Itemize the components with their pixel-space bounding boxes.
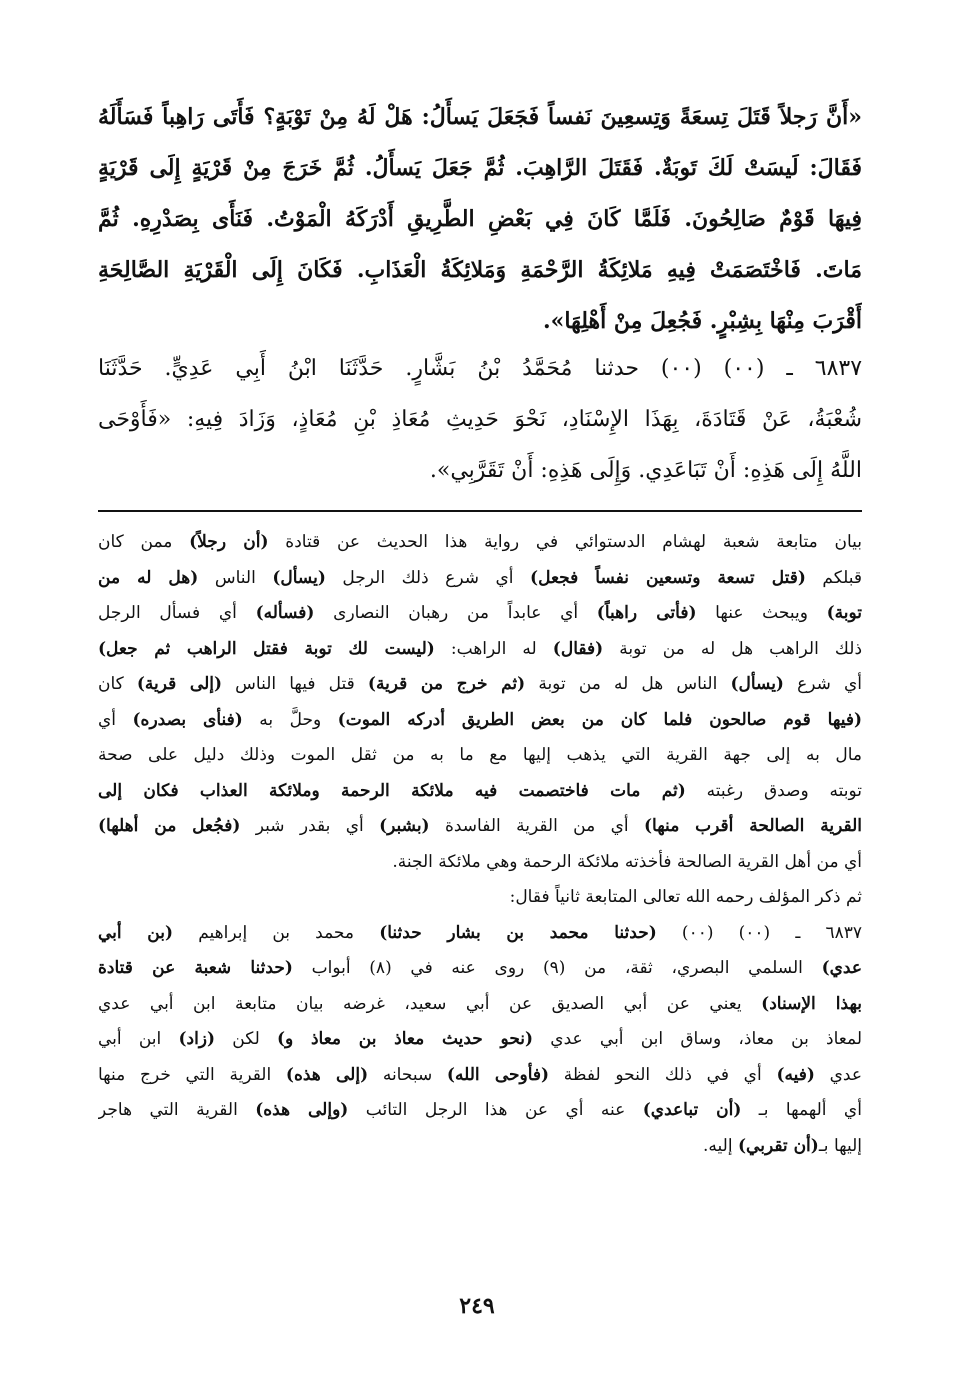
- quoted-phrase: (يسأل): [272, 567, 326, 588]
- commentary-line: [98, 845, 862, 881]
- commentary-line: [98, 809, 862, 845]
- quoted-phrase: (قتل تسعة وتسعين نفساً فجعل): [530, 567, 806, 588]
- commentary-phrase: قبلكم: [805, 567, 862, 588]
- commentary-line: [98, 525, 862, 561]
- quoted-phrase: (وإلى هذه): [255, 1100, 349, 1120]
- commentary-line: [98, 596, 862, 632]
- quoted-phrase: القرية الصالحة أقرب منها): [644, 816, 862, 836]
- quoted-phrase: (هل له من: [98, 567, 199, 588]
- commentary-phrase: قتل فيها الناس: [222, 674, 368, 694]
- commentary-phrase: ممن كان: [98, 532, 190, 552]
- quoted-phrase: (ثم مات فاختصمت فيه ملائكة الرحمة وملائكة العذاب فكان إلى: [98, 780, 686, 801]
- commentary-phrase: القرية التي خرج منها: [98, 1064, 286, 1085]
- quoted-phrase: (حدثنا محمد بن بشار حدثنا): [379, 922, 657, 943]
- commentary-line: [98, 987, 862, 1023]
- quoted-phrase: (أن تباعدي): [642, 1100, 742, 1120]
- quoted-phrase: (فيه): [776, 1064, 815, 1085]
- commentary-phrase: ٦٨٣٧ ـ (٠٠) (٠٠): [656, 922, 862, 943]
- commentary-line: [98, 880, 862, 916]
- commentary-phrase: توبته وصدق رغبته: [685, 780, 862, 801]
- commentary-line: [98, 774, 862, 810]
- commentary-line: [98, 951, 862, 987]
- commentary-phrase: الناس: [198, 567, 273, 588]
- commentary-phrase: عنه أي عن هذا الرجل التائب: [348, 1100, 643, 1120]
- commentary-phrase: أي شرع ذلك الرجل: [325, 567, 531, 588]
- quoted-phrase: (نحو حديث معاذ بن معاذ و): [277, 1029, 534, 1049]
- quoted-phrase: (فقال): [552, 638, 604, 659]
- commentary-phrase: ابن أبي: [98, 1029, 179, 1049]
- commentary-phrase: أي بقدر شبر: [240, 816, 380, 836]
- commentary-phrase: السلمي البصري، ثقة، من (٩) روى عنه في (٨) أبواب: [292, 958, 822, 978]
- commentary-phrase: أي فسأل الرجل: [98, 603, 256, 623]
- commentary-phrase: يعني عن أبي الصديق عن أبي سعيد، غرضه بيان متابعة ابن أبي عدي: [98, 993, 762, 1014]
- commentary-phrase: سبحانه: [368, 1064, 447, 1085]
- commentary-phrase: أي عابداً من رهبان النصارى: [314, 603, 597, 623]
- isnad-text: [98, 343, 862, 496]
- commentary-phrase: لمعاذ بن معاذ، وساق ابن أبي عدي: [533, 1029, 862, 1049]
- quoted-phrase: (فنأى بصدره): [132, 709, 243, 730]
- commentary-phrase: ويبحث عنها: [696, 603, 827, 623]
- isnad-line: شُعْبَةُ، عَنْ قَتَادَةَ، بِهَذَا الإِسْنَادِ، نَحْوَ حَدِيثِ مُعَاذِ بْنِ مُعَاذٍ، وَزَادَ فِيهِ: «فَأَوْحَى: [98, 407, 862, 432]
- hadith-line: أَقْرَبَ مِنْهَا بِشِبْرٍ. فَجُعِلَ مِنْ أَهْلِهَا».: [543, 308, 862, 334]
- commentary-phrase: أي شرع: [783, 674, 862, 694]
- commentary-phrase: القرية التي هاجر: [98, 1100, 256, 1120]
- quoted-phrase: (فأتى راهباً): [596, 603, 697, 623]
- commentary-line: [98, 632, 862, 668]
- page-number: ٢٤٩: [459, 1293, 495, 1319]
- commentary-phrase: ذلك الراهب هل له من توبة: [603, 638, 862, 659]
- hadith-line: «أَنَّ رَجلاً قَتَلَ تِسعَةً وَتِسعِينَ نَفساً فَجَعَلَ يَسأَلُ: هَلْ لَهُ مِنْ تَوْبَةٍ؟ فَأَتَى رَاهِباً فَسَأَلَهُ: [98, 104, 862, 130]
- commentary-phrase: أي من أهل القرية الصالحة فأخذته ملائكة الرحمة وهي ملائكة الجنة.: [392, 851, 862, 872]
- quoted-phrase: بهذا الإسناد): [761, 993, 862, 1014]
- commentary-phrase: ثم ذكر المؤلف رحمه الله تعالى المتابعة ثانياً فقال:: [509, 887, 862, 907]
- quoted-phrase: (أن تقربي): [738, 1135, 819, 1156]
- commentary-phrase: بيان متابعة شعبة لهشام الدستوائي في رواية هذا الحديث عن قتادة: [268, 532, 862, 552]
- isnad-line: اللَّهُ إِلَى هَذِهِ: أَنْ تَبَاعَدِي. وَإِلَى هَذِهِ: أَنْ تَقَرَّبِي».: [429, 458, 862, 483]
- commentary-phrase: وحلَّ به: [242, 709, 338, 730]
- quoted-phrase: (ثم خرج من قرية): [367, 674, 526, 694]
- footnote-separator: [98, 510, 862, 512]
- quoted-phrase: (بن أبي: [98, 922, 174, 943]
- commentary-text: [98, 525, 862, 1164]
- commentary-phrase: إليها بـ: [818, 1135, 862, 1156]
- commentary-line: [98, 1129, 862, 1165]
- commentary-line: [98, 561, 862, 597]
- quoted-phrase: (فجُعل من أهلها): [98, 816, 241, 836]
- commentary-phrase: أي: [98, 709, 133, 730]
- commentary-phrase: أي في ذلك النحو لفظة: [549, 1064, 777, 1085]
- commentary-line: [98, 667, 862, 703]
- commentary-phrase: أي من القرية الفاسدة: [429, 816, 644, 836]
- commentary-phrase: أي ألهمها بـ: [741, 1100, 862, 1120]
- commentary-line: [98, 916, 862, 952]
- hadith-text: [98, 92, 862, 347]
- commentary-phrase: مال به إلى جهة القرية التي يذهب إليها مع ما به من ثقل الموت وذلك دليل على صحة: [98, 745, 862, 765]
- quoted-phrase: (إلى هذه): [285, 1064, 369, 1085]
- quoted-phrase: (ليست لك توبة فقتل الراهب ثم جعل): [98, 638, 435, 659]
- commentary-phrase: محمد بن إبراهيم: [173, 922, 380, 943]
- isnad-line: ٦٨٣٧ ـ (٠٠) (٠٠) حدثنا مُحَمَّدُ بْنُ بَشَّارٍ. حَدَّثَنَا ابْنُ أَبِي عَدِيٍّ. حَدَّثَنَا: [98, 356, 862, 381]
- commentary-line: [98, 1093, 862, 1129]
- commentary-line: [98, 1022, 862, 1058]
- quoted-phrase: (بشبر): [379, 816, 430, 836]
- quoted-phrase: (فسأله): [255, 603, 315, 623]
- hadith-line: فَقَالَ: لَيسَتْ لَكَ تَوبَةٌ. فَقَتَلَ الرَّاهِبَ. ثُمَّ جَعَلَ يَسأَلُ. ثُمَّ خَرَجَ مِنْ قَرْيَةٍ إِلَى قَرْيَةٍ: [98, 155, 862, 181]
- quoted-phrase: توبة): [826, 603, 862, 623]
- commentary-phrase: عدي: [814, 1064, 862, 1085]
- commentary-phrase: إليه.: [703, 1135, 738, 1156]
- hadith-line: فِيهَا قَوْمٌ صَالِحُونَ. فَلَمَّا كَانَ فِي بَعْضِ الطَّرِيقِ أَدْرَكَهُ الْمَوْتُ. فَنَأَى بِصَدْرِهِ. ثُمَّ: [98, 206, 862, 232]
- quoted-phrase: (يسأل): [730, 674, 784, 694]
- commentary-phrase: له الراهب:: [434, 638, 553, 659]
- commentary-phrase: الناس هل له من توبة: [525, 674, 731, 694]
- quoted-phrase: (فأوحى الله): [446, 1064, 550, 1085]
- commentary-line: [98, 703, 862, 739]
- quoted-phrase: (فيها قوم صالحون فلما كان من بعض الطريق أدركه الموت): [337, 709, 862, 730]
- quoted-phrase: (زاد): [178, 1029, 216, 1049]
- hadith-line: مَاتَ. فَاخْتَصَمَتْ فِيهِ مَلائِكَةُ الرَّحْمَةِ وَمَلائِكَةُ الْعَذَابِ. فَكَانَ إِلَى الْقَرْيَةِ الصَّالِحَةِ: [98, 257, 862, 283]
- quoted-phrase: عدي): [821, 958, 862, 978]
- quoted-phrase: (حدثنا شعبة عن قتادة: [98, 958, 293, 978]
- commentary-phrase: لكن: [215, 1029, 277, 1049]
- commentary-phrase: كان: [98, 674, 137, 694]
- quoted-phrase: (أن رجلاً): [189, 532, 269, 552]
- commentary-line: [98, 738, 862, 774]
- commentary-line: [98, 1058, 862, 1094]
- quoted-phrase: (إلى قرية): [136, 674, 223, 694]
